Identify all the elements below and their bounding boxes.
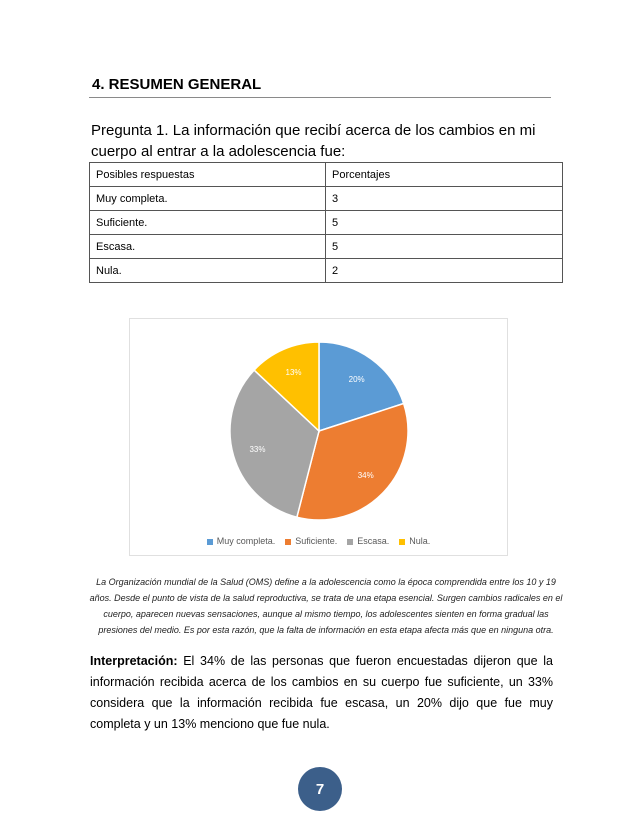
table-row: [90, 259, 563, 283]
legend-item: [285, 536, 337, 546]
pie-chart-svg: [130, 319, 507, 555]
table-cell: 2: [326, 259, 563, 283]
table-cell: 5: [326, 211, 563, 235]
table-cell: Nula.: [90, 259, 326, 283]
interpretation-text: El 34% de las personas que fueron encuestadas dijeron que la información recibida acerca de los cambios en su cuerpo fue suficiente, un 33% considera que la información recibida fue escasa, un 20% dijo que fue muy completa y un 13% menciono que fue nula.: [90, 654, 553, 731]
chart-legend: [130, 536, 507, 546]
table-header-row: [90, 163, 563, 187]
table-row: [90, 211, 563, 235]
pie-data-label: 33%: [249, 444, 266, 454]
pie-data-label: 34%: [357, 470, 374, 480]
table-header-cell: Porcentajes: [326, 163, 563, 187]
responses-table: [89, 162, 563, 283]
legend-swatch: [285, 539, 291, 545]
legend-swatch: [207, 539, 213, 545]
heading-divider: [89, 97, 551, 98]
caption-text: La Organización mundial de la Salud (OMS) define a la adolescencia como la época comprendida entre los 10 y 19 años. Desde el punto de vista de la salud reproductiva, se trata de una etapa esencial. Surgen cambios radicales en el cuerpo, aparecen nuevas sensaciones, aunque al mismo tiempo, los adolescentes sienten en forma gradual las presiones del medio. Es por esta razón, que la falta de información en esta etapa afecta más que en ninguna otra.: [89, 577, 563, 635]
pie-chart: [129, 318, 508, 556]
legend-item: [347, 536, 389, 546]
legend-label: Nula.: [409, 536, 431, 546]
legend-item: [207, 536, 276, 546]
page-number: 7: [298, 767, 342, 811]
legend-label: Muy completa.: [216, 536, 276, 546]
table-cell: 3: [326, 187, 563, 211]
legend-swatch: [399, 539, 405, 545]
table-cell: Suficiente.: [90, 211, 326, 235]
table-cell: Escasa.: [90, 235, 326, 259]
question-text: Pregunta 1. La información que recibí acerca de los cambios en mi cuerpo al entrar a la adolescencia fue:: [91, 122, 536, 160]
legend-label: Suficiente.: [295, 536, 338, 546]
interpretation-label: Interpretación:: [90, 654, 178, 668]
table-header-cell: Posibles respuestas: [90, 163, 326, 187]
legend-swatch: [347, 539, 353, 545]
legend-item: [399, 536, 430, 546]
table-cell: 5: [326, 235, 563, 259]
table-row: [90, 187, 563, 211]
legend-label: Escasa.: [357, 536, 390, 546]
table-cell: Muy completa.: [90, 187, 326, 211]
pie-data-label: 13%: [285, 368, 302, 378]
table-row: [90, 235, 563, 259]
section-heading: 4. RESUMEN GENERAL: [92, 76, 262, 93]
interpretation-paragraph: [90, 651, 553, 735]
pie-data-label: 20%: [348, 375, 365, 385]
